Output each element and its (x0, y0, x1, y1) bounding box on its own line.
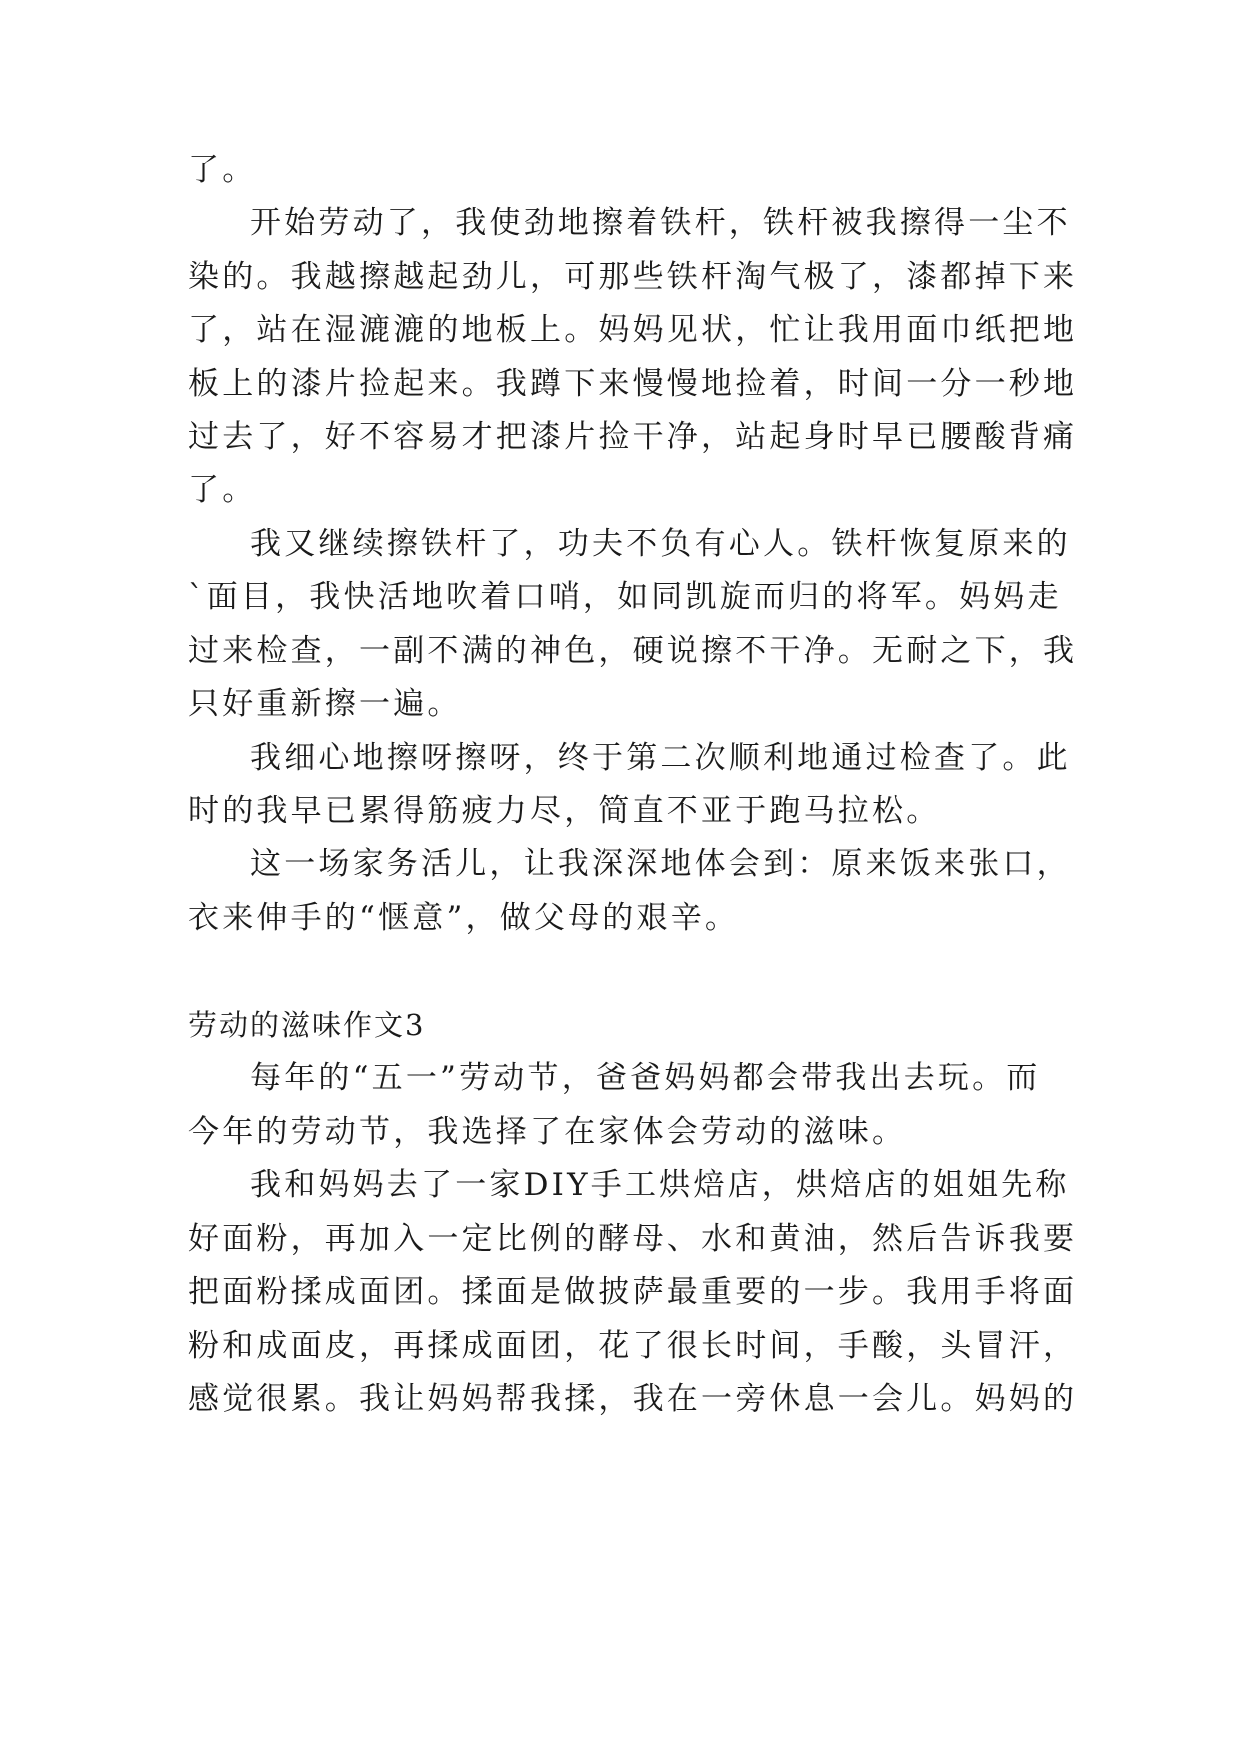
text-line: 把面粉揉成面团。揉面是做披萨最重要的一步。我用手将面 (188, 1274, 1078, 1310)
text-line: 染的。我越擦越起劲儿，可那些铁杆淘气极了，漆都掉下来 (188, 259, 1078, 295)
text-line: 我又继续擦铁杆了，功夫不负有心人。铁杆恢复原来的 (250, 526, 1071, 562)
text-line: 了。 (188, 152, 257, 188)
text-line: 时的我早已累得筋疲力尽，简直不亚于跑马拉松。 (188, 793, 941, 829)
text-line: 衣来伸手的“惬意”，做父母的艰辛。 (188, 900, 740, 936)
text-line: 板上的漆片捡起来。我蹲下来慢慢地捡着，时间一分一秒地 (188, 366, 1078, 402)
text-line: 好面粉，再加入一定比例的酵母、水和黄油，然后告诉我要 (188, 1221, 1078, 1257)
section-heading: 劳动的滋味作文3 (188, 1008, 426, 1042)
text-line: 了，站在湿漉漉的地板上。妈妈见状，忙让我用面巾纸把地 (188, 312, 1078, 348)
text-line: 我细心地擦呀擦呀，终于第二次顺利地通过检查了。此 (250, 740, 1071, 776)
text-line: 过去了，好不容易才把漆片捡干净，站起身时早已腰酸背痛 (188, 419, 1078, 455)
text-line: 今年的劳动节，我选择了在家体会劳动的滋味。 (188, 1114, 907, 1150)
text-line: 开始劳动了，我使劲地擦着铁杆，铁杆被我擦得一尘不 (250, 205, 1071, 241)
text-line: 这一场家务活儿，让我深深地体会到：原来饭来张口， (250, 846, 1071, 882)
text-line: 过来检查，一副不满的神色，硬说擦不干净。无耐之下，我 (188, 633, 1078, 669)
text-line: 我和妈妈去了一家DIY手工烘焙店，烘焙店的姐姐先称 (250, 1167, 1070, 1203)
text-line: 感觉很累。我让妈妈帮我揉，我在一旁休息一会儿。妈妈的 (188, 1381, 1078, 1417)
text-line: `面目，我快活地吹着口哨，如同凯旋而归的将军。妈妈走 (188, 579, 1062, 615)
text-line: 粉和成面皮，再揉成面团，花了很长时间，手酸，头冒汗， (188, 1328, 1078, 1364)
text-line: 了。 (188, 472, 257, 508)
text-line: 每年的“五一”劳动节，爸爸妈妈都会带我出去玩。而 (250, 1060, 1041, 1096)
text-line: 只好重新擦一遍。 (188, 686, 462, 722)
